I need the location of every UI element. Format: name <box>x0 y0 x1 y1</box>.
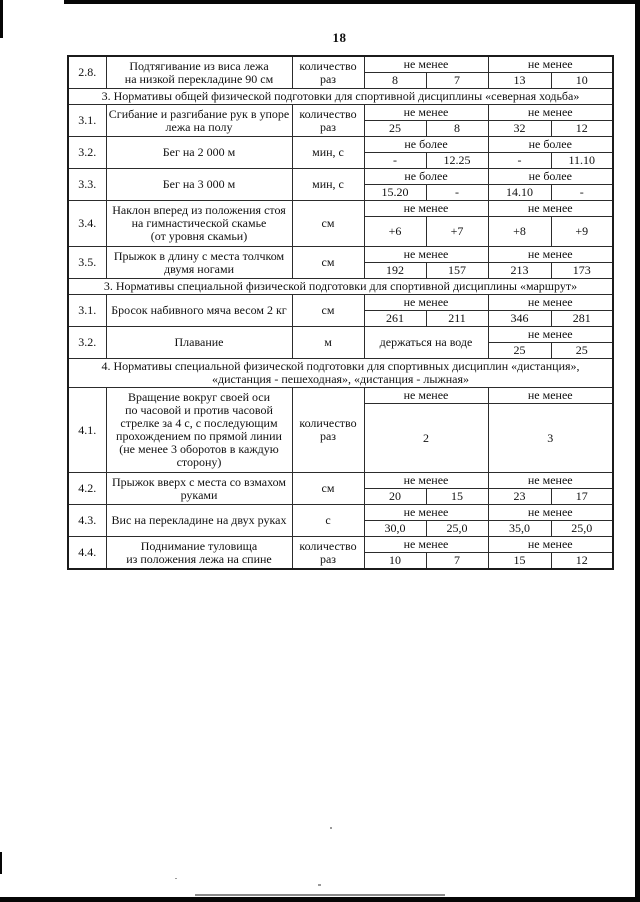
value-cell: 173 <box>551 263 613 279</box>
value-cell: 8 <box>364 73 426 89</box>
row-number: 3.3. <box>68 169 106 201</box>
value-cell: - <box>426 185 488 201</box>
threshold-header: не менее <box>364 56 488 73</box>
value-cell: 12 <box>551 121 613 137</box>
value-cell: 281 <box>551 311 613 327</box>
threshold-header: не менее <box>488 537 613 553</box>
threshold-header: не менее <box>488 505 613 521</box>
value-cell: 7 <box>426 553 488 570</box>
unit-cell-line: см <box>321 481 335 495</box>
value-cell: 15 <box>488 553 551 570</box>
threshold-header: не менее <box>364 505 488 521</box>
exercise-name-line: из положения лежа на спине <box>126 551 272 566</box>
scan-edge-left-top <box>0 0 3 38</box>
value-cell: +9 <box>551 217 613 247</box>
scan-speck <box>318 884 321 886</box>
standards-table-body <box>68 56 613 569</box>
unit-cell <box>292 295 364 327</box>
exercise-name <box>106 537 292 570</box>
value-cell: 157 <box>426 263 488 279</box>
value-cell: 7 <box>426 73 488 89</box>
unit-cell <box>292 505 364 537</box>
threshold-header: не менее <box>364 537 488 553</box>
unit-cell <box>292 169 364 201</box>
value-cell: 8 <box>426 121 488 137</box>
row-number: 3.1. <box>68 105 106 137</box>
section-header-line: 3. Нормативы общей физической подготовки для спортивной дисциплины «северная ходьба» <box>101 89 580 103</box>
exercise-name-line: Прыжок вверх с места со взмахом <box>111 474 287 489</box>
exercise-name-line: Плавание <box>174 335 224 349</box>
row-number: 4.3. <box>68 505 106 537</box>
value-cell: 10 <box>551 73 613 89</box>
unit-cell <box>292 247 364 279</box>
threshold-header: не менее <box>364 473 488 489</box>
exercise-name <box>106 169 292 201</box>
threshold-header: не менее <box>488 105 613 121</box>
value-cell: - <box>364 153 426 169</box>
exercise-name <box>106 56 292 89</box>
threshold-header: не более <box>488 169 613 185</box>
unit-cell <box>292 537 364 570</box>
scan-edge-right <box>635 0 640 902</box>
unit-cell <box>292 327 364 359</box>
section-header <box>68 89 613 105</box>
scan-edge-left-mid <box>0 852 2 874</box>
value-cell: 346 <box>488 311 551 327</box>
exercise-name-line: Бросок набивного мяча весом 2 кг <box>111 303 287 317</box>
section-header <box>68 359 613 388</box>
exercise-name-line: Подтягивание из виса лежа <box>129 58 269 73</box>
value-cell: 12 <box>551 553 613 570</box>
threshold-header: не менее <box>364 105 488 121</box>
exercise-name-line: (от уровня скамьи) <box>150 229 248 243</box>
threshold-header: не менее <box>488 247 613 263</box>
threshold-header: не менее <box>364 295 488 311</box>
exercise-name-line: стрелке за 4 с, с последующим <box>120 416 278 430</box>
unit-cell <box>292 201 364 247</box>
value-cell: 14.10 <box>488 185 551 201</box>
row-number: 4.1. <box>68 388 106 473</box>
threshold-header: не менее <box>488 201 613 217</box>
exercise-name-line: Бег на 2 000 м <box>162 145 236 159</box>
scan-speck <box>330 827 332 829</box>
section-header-line: «дистанция - пешеходная», «дистанция - лыжная» <box>211 372 470 386</box>
value-cell: 25 <box>488 343 551 359</box>
exercise-name <box>106 388 292 473</box>
threshold-header: не менее <box>364 388 488 404</box>
threshold-header: не менее <box>488 56 613 73</box>
row-number: 2.8. <box>68 56 106 89</box>
value-cell: 213 <box>488 263 551 279</box>
threshold-header: не менее <box>364 247 488 263</box>
row-number: 3.5. <box>68 247 106 279</box>
exercise-name-line: Наклон вперед из положения стоя <box>112 203 286 217</box>
exercise-name-line: Бег на 3 000 м <box>162 177 236 191</box>
exercise-name-line: лежа на полу <box>165 119 233 134</box>
section-header-line: 3. Нормативы специальной физической подготовки для спортивной дисциплины «маршрут» <box>103 279 578 293</box>
merged-condition-cell: держаться на воде <box>364 327 488 359</box>
value-cell: +8 <box>488 217 551 247</box>
exercise-name-line: руками <box>180 487 218 502</box>
scan-edge-bottom <box>0 897 640 902</box>
unit-cell <box>292 56 364 89</box>
exercise-name-line: Поднимание туловища <box>140 538 258 553</box>
value-cell: 20 <box>364 489 426 505</box>
exercise-name-line: на низкой перекладине 90 см <box>124 71 274 86</box>
unit-cell-line: см <box>321 303 335 317</box>
row-number: 3.2. <box>68 137 106 169</box>
unit-cell-line: мин, с <box>312 177 344 191</box>
exercise-name <box>106 105 292 137</box>
unit-cell-line: раз <box>319 551 337 566</box>
exercise-name-line: двумя ногами <box>163 261 234 276</box>
exercise-name-line: Вис на перекладине на двух руках <box>111 513 287 527</box>
value-cell: 15.20 <box>364 185 426 201</box>
unit-cell <box>292 105 364 137</box>
scan-speck <box>175 878 177 879</box>
section-header-line: 4. Нормативы специальной физической подготовки для спортивных дисциплин «дистанция», <box>101 359 580 373</box>
threshold-header: не менее <box>364 201 488 217</box>
exercise-name <box>106 247 292 279</box>
section-header <box>68 279 613 295</box>
row-number: 3.2. <box>68 327 106 359</box>
exercise-name <box>106 473 292 505</box>
row-number: 4.2. <box>68 473 106 505</box>
unit-cell-line: раз <box>319 429 337 443</box>
exercise-name-line: Вращение вокруг своей оси <box>127 390 271 404</box>
value-cell: 32 <box>488 121 551 137</box>
unit-cell-line: см <box>321 255 335 269</box>
value-cell: 261 <box>364 311 426 327</box>
unit-cell-line: количество <box>299 58 357 73</box>
threshold-header: не менее <box>488 327 613 343</box>
value-cell: 35,0 <box>488 521 551 537</box>
standards-table <box>67 55 614 570</box>
value-cell: +7 <box>426 217 488 247</box>
exercise-name-line: Сгибание и разгибание рук в упоре <box>108 106 290 121</box>
merged-value-cell: 2 <box>364 404 488 473</box>
unit-cell <box>292 473 364 505</box>
value-cell: 25,0 <box>551 521 613 537</box>
unit-cell-line: количество <box>299 416 357 430</box>
row-number: 3.4. <box>68 201 106 247</box>
threshold-header: не менее <box>488 295 613 311</box>
value-cell: 25,0 <box>426 521 488 537</box>
exercise-name-line: сторону) <box>176 455 222 469</box>
exercise-name-line: прохождением по прямой линии <box>116 429 282 443</box>
value-cell: 13 <box>488 73 551 89</box>
exercise-name-line: на гимнастической скамье <box>131 216 267 230</box>
scan-edge-top <box>64 0 640 4</box>
scan-edge-bottom-gray <box>195 894 445 896</box>
unit-cell <box>292 388 364 473</box>
threshold-header: не более <box>488 137 613 153</box>
exercise-name <box>106 295 292 327</box>
merged-value-cell: 3 <box>488 404 613 473</box>
unit-cell-line: мин, с <box>312 145 344 159</box>
value-cell: 23 <box>488 489 551 505</box>
exercise-name <box>106 327 292 359</box>
page-number: 18 <box>332 30 347 45</box>
value-cell: 11.10 <box>551 153 613 169</box>
row-number: 4.4. <box>68 537 106 570</box>
exercise-name <box>106 201 292 247</box>
value-cell: - <box>551 185 613 201</box>
threshold-header: не менее <box>488 388 613 404</box>
value-cell: 192 <box>364 263 426 279</box>
threshold-header: не более <box>364 169 488 185</box>
value-cell: 17 <box>551 489 613 505</box>
exercise-name-line: по часовой и против часовой <box>125 403 273 417</box>
unit-cell-line: раз <box>319 119 337 134</box>
exercise-name-line: Прыжок в длину с места толчком <box>113 248 285 263</box>
exercise-name <box>106 137 292 169</box>
value-cell: 25 <box>551 343 613 359</box>
value-cell: +6 <box>364 217 426 247</box>
value-cell: 15 <box>426 489 488 505</box>
threshold-header: не менее <box>488 473 613 489</box>
value-cell: 30,0 <box>364 521 426 537</box>
value-cell: 12.25 <box>426 153 488 169</box>
exercise-name <box>106 505 292 537</box>
unit-cell-line: количество <box>299 538 357 553</box>
unit-cell <box>292 137 364 169</box>
unit-cell-line: м <box>324 335 332 349</box>
exercise-name-line: (не менее 3 оборотов в каждую <box>119 442 279 456</box>
value-cell: 25 <box>364 121 426 137</box>
threshold-header: не более <box>364 137 488 153</box>
row-number: 3.1. <box>68 295 106 327</box>
value-cell: - <box>488 153 551 169</box>
unit-cell-line: с <box>325 513 331 527</box>
value-cell: 211 <box>426 311 488 327</box>
unit-cell-line: см <box>321 216 335 230</box>
unit-cell-line: раз <box>319 71 337 86</box>
unit-cell-line: количество <box>299 106 357 121</box>
value-cell: 10 <box>364 553 426 570</box>
